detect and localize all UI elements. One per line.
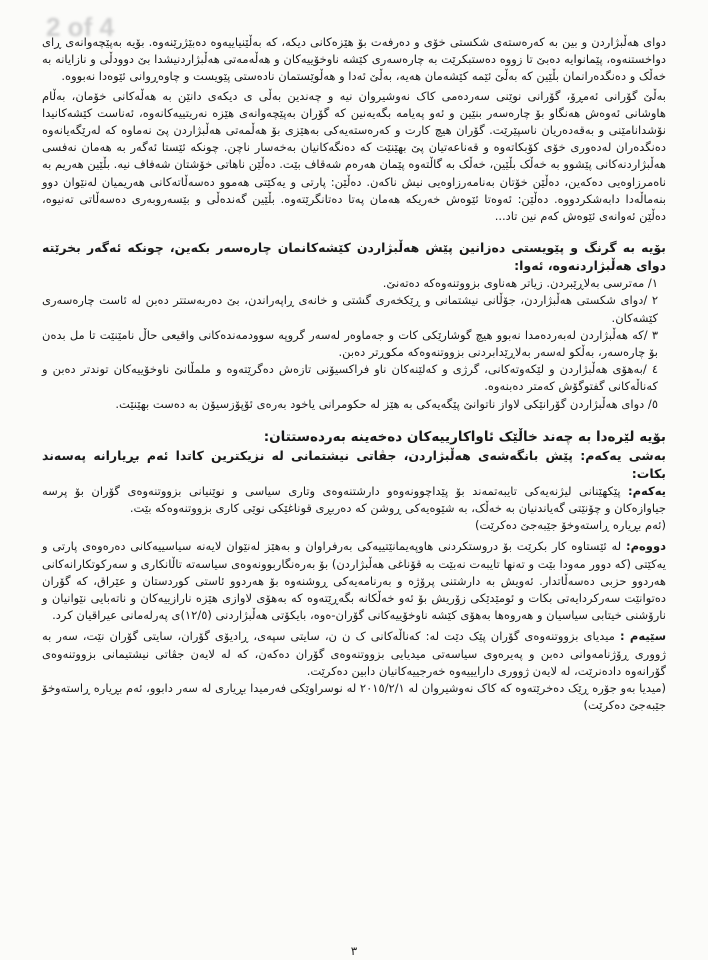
point-label: دووەم: — [625, 539, 666, 554]
list-item: ٣ /کە هەڵبژاردن لەبەردەمدا نەبوو هیچ گوشارێکی کات و جەماوەر لەسەر گروپە سوودمەندەکانی واقیعی حاڵ نامێنێت تا مل بدەن بۆ چارەسەر، بەڵکو لەسەر بەلاڕێدابردنی بزووتنەوەکە مکوڕتر دەبن. — [42, 327, 658, 360]
list-item: ٤ /بەهۆی هەڵبژاردن و لێکەوتەکانی، گرژی و کەلێنەکان ناو فراکسیۆنی تازەش دەگرێتەوە و ملمڵانێ ناوخۆییەکان توندتر دەبن و کەناڵەکانی گفتوگۆش کەمتر دەبنەوە. — [42, 362, 658, 394]
section2-heading: بۆیە لێرەدا بە چەند خاڵێک ئاواکارییەکان دەخەینە بەردەستتان: — [263, 428, 666, 445]
point-2 — [42, 538, 666, 624]
point-note: (ئەم بڕیارە ڕاستەوخۆ جێبەجێ دەکرێت) — [474, 518, 666, 533]
list-item: ٢ /دوای شکستی هەڵبژاردن، جۆڵانی نیشتمانی و ڕێکخەری گشتی و خانەی ڕاپەراندن، بێ دەربەستتر دەبن لە ئاست چارەسەری کێشەکان. — [42, 293, 658, 325]
page-number: ٣ — [350, 944, 358, 958]
list-item: ٥/ دوای هەڵبژاردن گۆرانێکی لاواز ناتوانێ پێگەیەکی بە هێز لە حکومرانی یاخود بەرەی ئۆپۆزسیۆن بە دەست بهێنێت. — [115, 396, 658, 411]
point-label: سێیەم : — [619, 629, 667, 644]
document-body — [42, 34, 666, 942]
point-text: لە ئێستاوە کار بکرێت بۆ دروستکردنی هاوپەیمانێتییەکی بەرفراوان و بەهێز لەنێوان لایەنە سیاسییەکانی دەرەوەی پارتی و یەکێتی (کە دوور مەودا بێت و تەنها تایبەت نەبێت بە قۆناغی هەڵبژاردن) بۆ بەرەنگاربوونەوەی سیاسەتە تاڵانکاری و سەرکوتکارانەکانی هەردوو حزبی دەسەڵاتدار. ئەویش بە دارشتنی پرۆژە و بەرنامەیەکی ڕوشنەوە بۆ هەردوو ئاستی کوردستان و عێراق، کە گۆران دەتوانێت سەرکردایەتی بکات و ئومێدێکی زۆریش بۆ ئەو خەڵکانە بگەڕێتەوە کە بەهۆی لاوازی هێزە نارازییەکان و ناتەبایی نێوانیان و نارۆشنی خیتابی سیاسیان و هەروەها بەهۆی کێشە ناوخۆییەکانی گۆران-ەوە، بایکۆتی هەڵبژاردنی (١٢/٥)ی پەرلەمانی عیراقیان کرد. — [42, 539, 666, 623]
point-text: پێکهێنانی لیژنەیەکی تایبەتمەند بۆ پێداچوونەوەو دارشتنەوەی وتاری سیاسی و نوێنیانی بزووتنەوەی گۆران بۆ پرسە جیاوازەکان و چۆنێتی گەیاندنیان بە خەڵک، بە شێوەیەکی ڕوشن کە دەربڕی قوناغێکی نوێی کاری بزووتنەوەکە بێت. — [42, 483, 666, 516]
section1-heading: بۆیە بە گرنگ و پێویستی دەزانین پێش هەڵبژاردن کێشەکانمان چارەسەر بکەین، چونکە ئەگەر بخرێتە دوای هەڵبژاردنەوە، ئەوا: — [42, 240, 666, 274]
point-1 — [42, 483, 666, 517]
section2-subheading: بەشی یەکەم: پێش بانگەشەی هەڵبژاردن، جڤاتی نیشتمانی لە نزیکترین کاتدا ئەم بڕیارانە پەسەند بکات: — [42, 447, 666, 481]
point-label: یەکەم: — [628, 483, 666, 498]
list-item: ١/ مەترسی بەلاڕێبردن. زیاتر هەناوی بزووتنەوەکە دەتەنێ. — [382, 276, 658, 291]
point-text: میدیای بزووتنەوەی گۆران پێک دێت لە: کەناڵەکانی ک ن ن، سایتی سپەی، ڕادیۆی گۆران، سایتی گۆران نێت، سەر بە ژووری ڕۆژنامەوانی دەبن و پەیرەوی سیاسەتی میدیایی بزووتنەوەی گۆران دەکەن، کە لە لایەن جڤاتی نیشتیمانی بزووتنەوەی گۆرانەوە دادەنرێت، لە لایەن ژووری دارایییەوە خەرجییەکانیان دابین دەکرێت. — [42, 629, 666, 678]
intro-paragraph-2: بەڵێ گۆرانی ئەمڕۆ، گۆرانی نوێنی سەردەمی کاک نەوشیروان نیە و چەندین بەڵی ی دیکەی دانێن بە هەڵەکانی خۆمان، بەڵام هاوشانی ئەوەش هەنگاو بۆ چارەسەر بنێین و ئەو پەیامە بگەیەنین کە گۆران بەپێچەوانەی هێزە نەریتییەکانەوە، ئەناست کێشەکانیدا نۆشدانامێنی و بەقەدەریان ناسپێرێت. گۆران هیچ کارت و کەرەستەیەکی بەهێزی بۆ هەڵمەتی هەڵبژاردن پێ نەماوە کە لەرێگەیانەوە دەنگدەران لەدەوری خۆی کۆبکاتەوە و قەناعەتیان پێ بهێنێت کە دەنگەکانیان بەخەسار ناچن. چونکە ئێستا ئەگەر بە هەمان نەفسی هەڵبژاردنەکانی پێشوو بە خەڵک بڵێین، خەڵک بە گاڵتەوە پێمان هەرەم شەقاف بێت. دەڵێن ناهاتی خۆشتان شەفاف نیە. بڵێین هەریم بە ناەمرزاوەیی دەکەین، دەڵێن خۆتان بەنامەرزاوەیی نیش ناکەن. دەڵێن: پارتی و یەکێتی هەموو دەسەڵاتەکانی هەریمیان لەنێوان دوو بنەماڵەدا دابەشکردووە. دەڵێن: ئەوەتا ئێوەش خەریکە هەمان پەتا دەتانگرێتەوە. بڵێین گەندەڵی و بێسەروبەری دەسەڵاتی تەنیوە، دەڵێن ئەوانەی ئێوەش کەم نین تاد... — [42, 88, 666, 224]
intro-paragraph-1: دوای هەڵبژاردن و بین بە کەرەستەی شکستی خۆی و دەرفەت بۆ هێزەکانی دیکە، کە بەڵێنیاییەوە دەبێژرێنەوە. بۆیە بەپێچەوانەی ڕای دواخستنەوە، پێمانوایە دەبێ تا زووە دەستبکرێت بە چارەسەری کێشە ناوخۆییەکان و هەڵەمەتی هەڵبژاردنیشدا بێ دوودڵی و نازایانە بە خەڵک و دەنگدەرانمان بڵێین کە بەڵێ ئێمە کێشەمان هەیە، بەڵێ ئەدا و هەڵوێستمان نادەستی پێویست و چاوەڕوانی ئێوەدا نەبووە. — [42, 35, 666, 84]
page-label: 2 of 4 — [46, 12, 114, 42]
point-3 — [42, 628, 666, 680]
point-note: (میدیا بەو جۆرە ڕێک دەخرێتەوە کە کاک نەوشیروان لە ٢٠١٥/٢/١ لە نوسراوێکی فەرمیدا بڕیاری لە سەر دابوو، ئەم بڕیارە ڕاستەوخۆ جێبەجێ دەکرێت) — [42, 681, 666, 713]
